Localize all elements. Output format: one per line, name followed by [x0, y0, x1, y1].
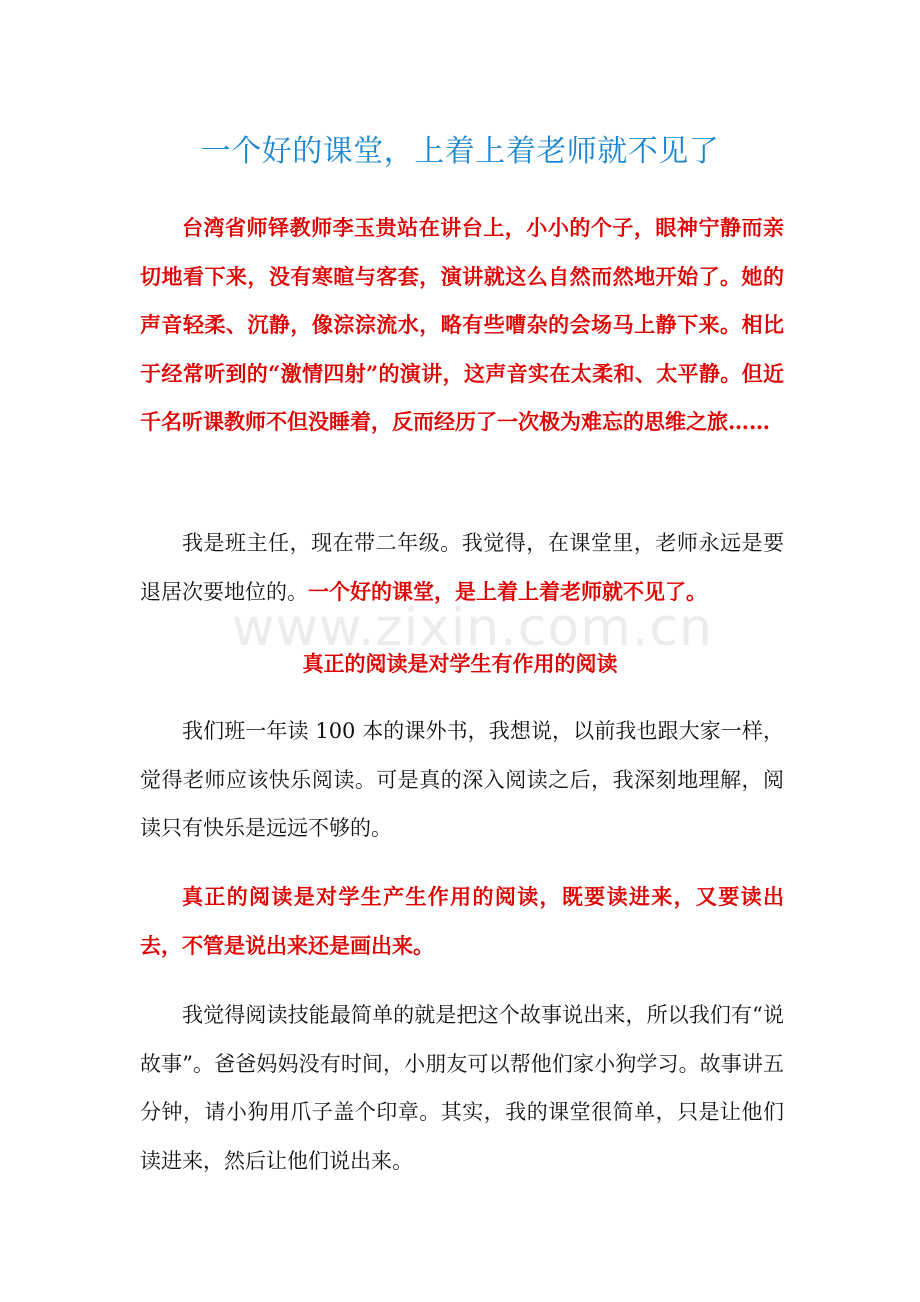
watermark: www.zixin.com.cn: [232, 598, 713, 658]
page-title: 一个好的课堂，上着上着老师就不见了: [200, 134, 720, 169]
paragraph-reading-count: 我们班一年读 100 本的课外书，我想说，以前我也跟大家一样，觉得老师应该快乐阅读。可是真的深入阅读之后，我深刻地理解，阅读只有快乐是远远不够的。: [140, 719, 784, 840]
section-subheading: 真正的阅读是对学生有作用的阅读: [302, 651, 618, 676]
intro-paragraph: 台湾省师铎教师李玉贵站在讲台上，小小的个子，眼神宁静而亲切地看下来，没有寒暄与客套，演讲就这么自然而然地开始了。她的声音轻柔、沉静，像淙淙流水，略有些嘈杂的会场马上静下来。相比于经常听到的“激情四射”的演讲，这声音实在太柔和、太平静。但近千名听课教师不但没睡着，反而经历了一次极为难忘的思维之旅……: [140, 215, 784, 434]
paragraph-emphasis-text: 一个好的课堂，是上着上着老师就不见了。: [308, 578, 707, 604]
paragraph-true-reading: 真正的阅读是对学生产生作用的阅读，既要读进来，又要读出去，不管是说出来还是画出来。: [140, 884, 784, 958]
paragraph-normal-text: 我是班主任，现在带二年级。我觉得，在课堂里，老师永远是要退居次要地位的。: [140, 531, 784, 604]
paragraph-teacher-role: [140, 519, 784, 616]
paragraph-storytelling: 我觉得阅读技能最简单的就是把这个故事说出来，所以我们有“说故事”。爸爸妈妈没有时间，小朋友可以帮他们家小狗学习。故事讲五分钟，请小狗用爪子盖个印章。其实，我的课堂很简单，只是让他们读进来，然后让他们说出来。: [140, 1003, 784, 1173]
